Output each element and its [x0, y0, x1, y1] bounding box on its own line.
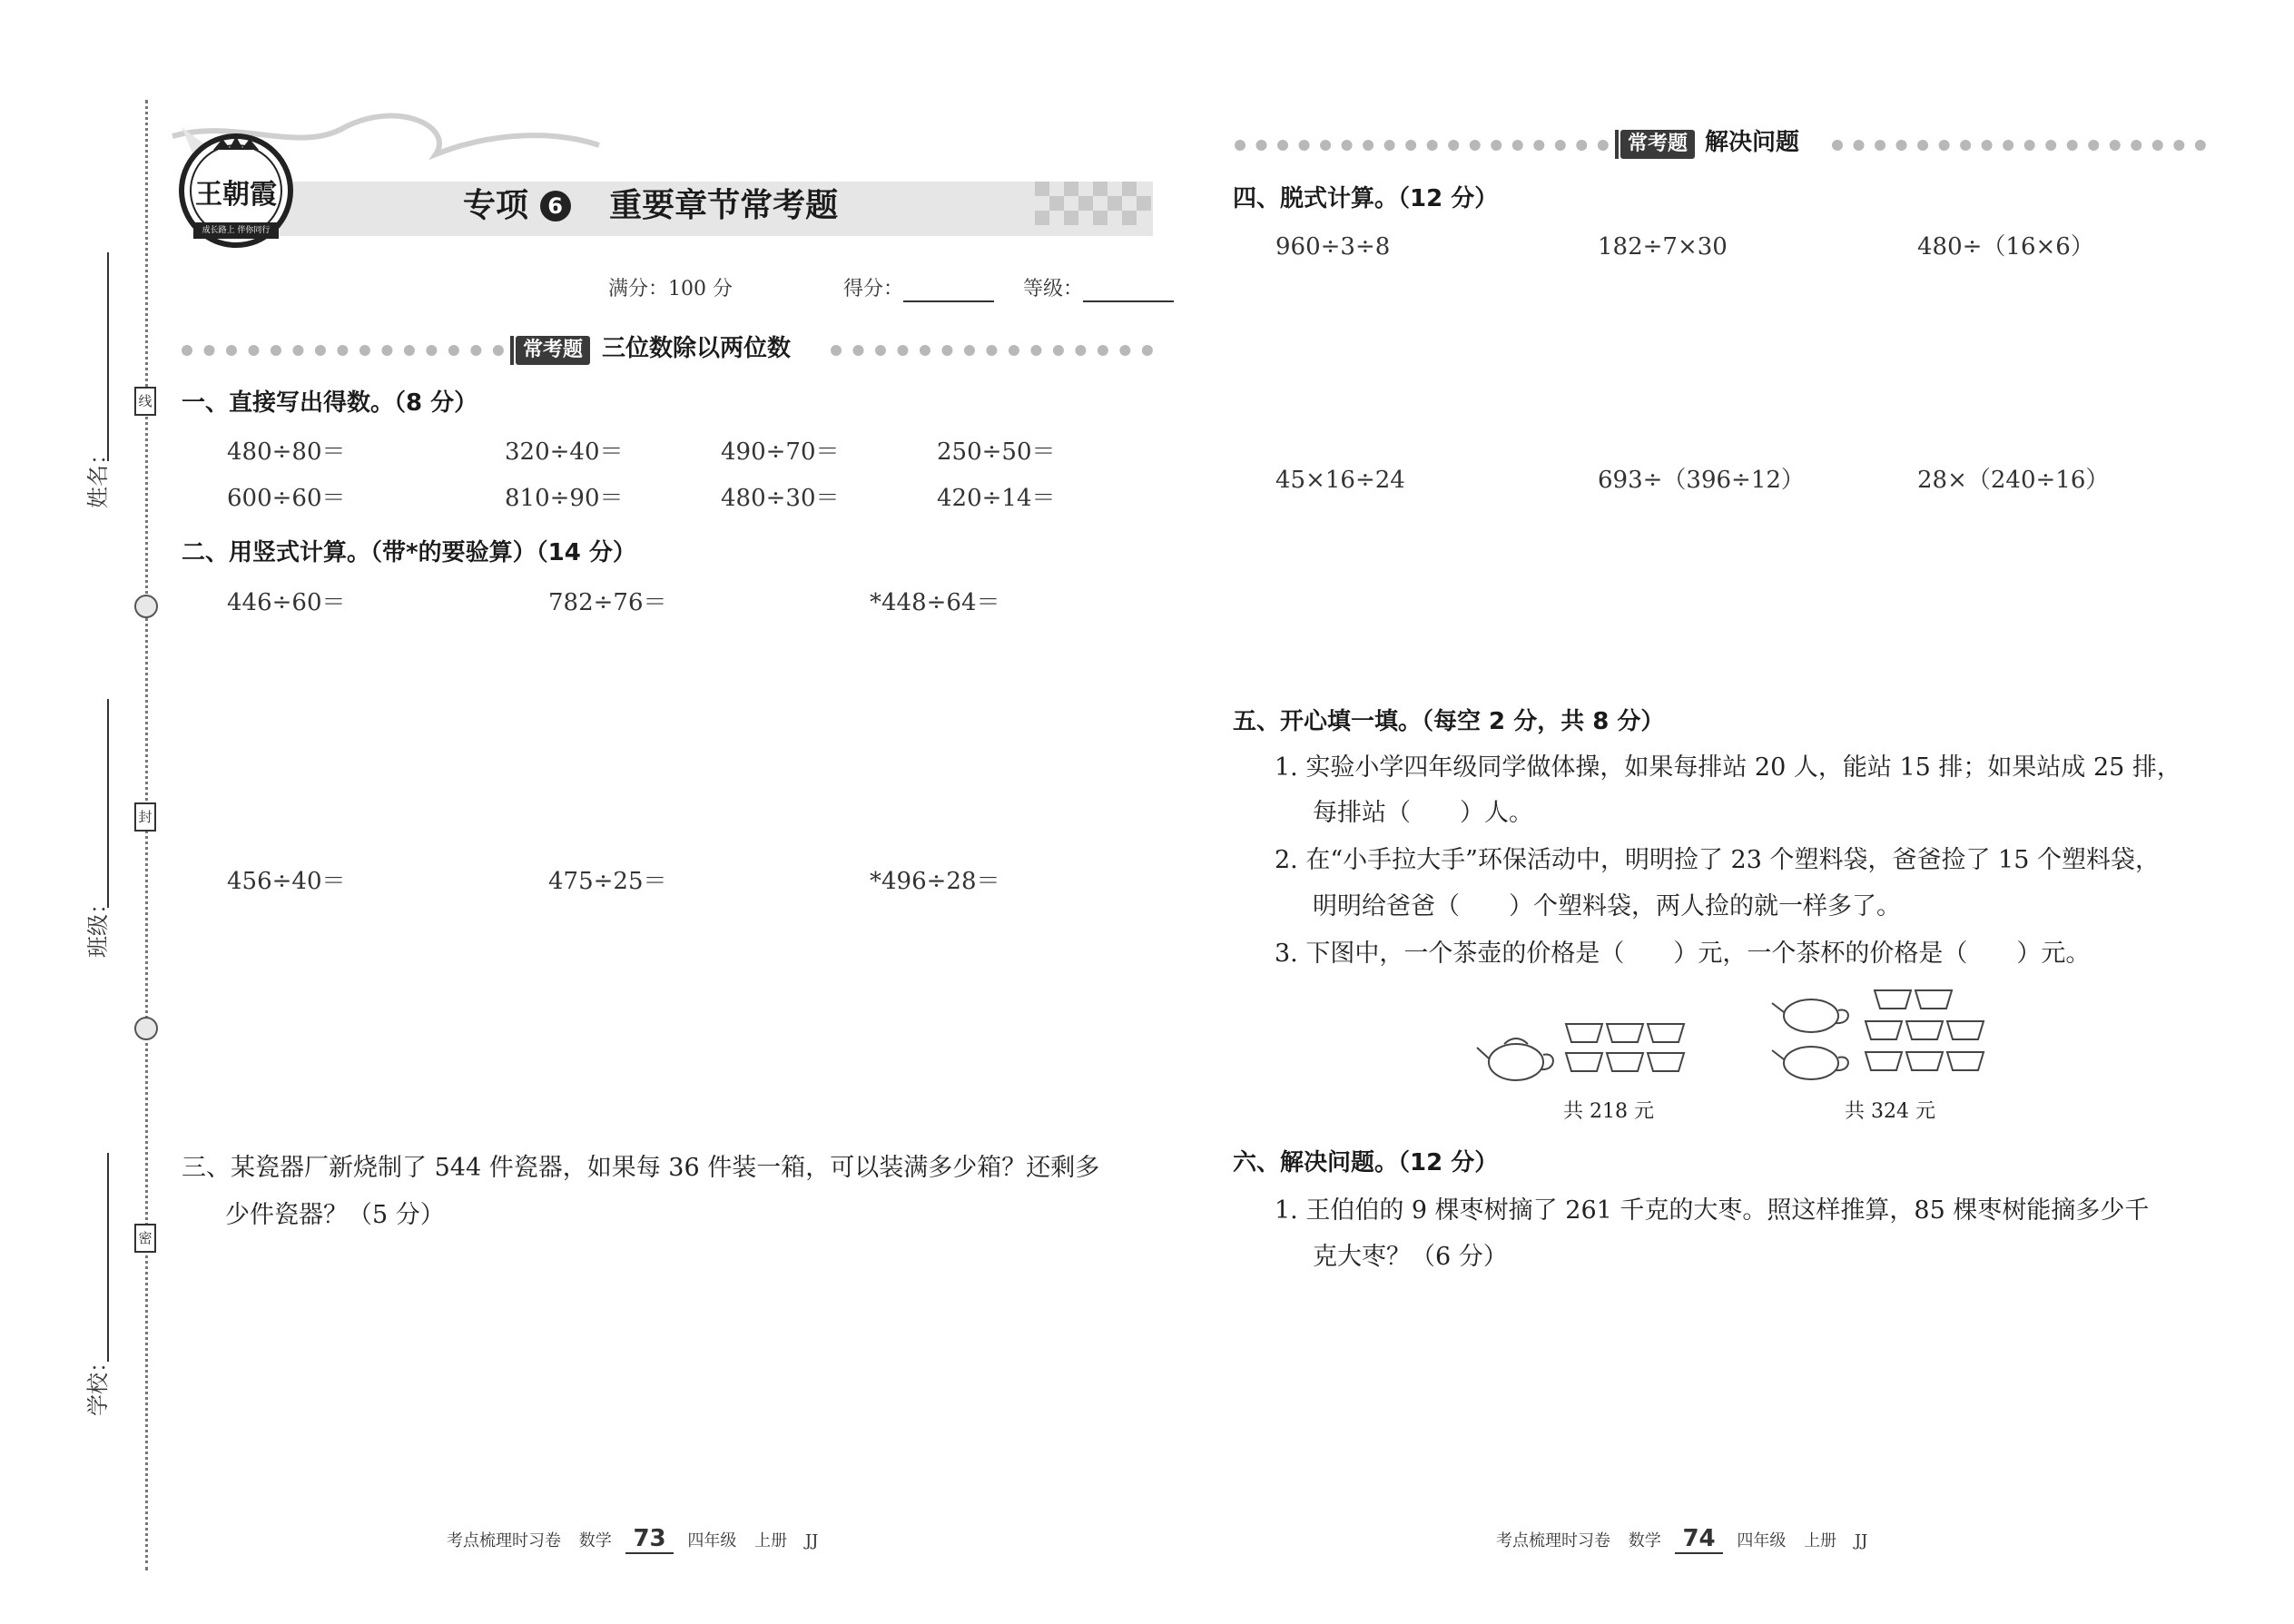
- teapot-cups-illustration-1: [1475, 1015, 1711, 1088]
- school-field[interactable]: [107, 1153, 109, 1362]
- class-field[interactable]: [107, 699, 109, 908]
- footer-volume: 上册: [754, 1531, 788, 1550]
- q4-title: 四、脱式计算。（12 分）: [1233, 185, 1499, 212]
- score-label: 得分：: [843, 278, 904, 300]
- score-bar: [608, 277, 1174, 302]
- q1-item: 480÷30＝: [721, 485, 840, 512]
- q4-item: 960÷3÷8: [1275, 233, 1391, 261]
- q1-item: 810÷90＝: [505, 485, 624, 512]
- q3-line-2: 少件瓷器？（5 分）: [225, 1201, 445, 1229]
- q4-item: 45×16÷24: [1275, 467, 1405, 494]
- section-divider-right-a: [1235, 140, 1609, 151]
- binding-ring-1: [134, 595, 158, 618]
- section-divider-right-b: [1832, 140, 2206, 151]
- footer-edition: JJ: [804, 1531, 819, 1550]
- section-divider-left-a: [182, 345, 504, 356]
- q3-line-1: 三、某瓷器厂新烧制了 544 件瓷器，如果每 36 件装一箱，可以装满多少箱？还剩多: [182, 1154, 1100, 1182]
- footer-subject: 数学: [1628, 1531, 1661, 1550]
- brand-tagline: 成长路上 伴你同行: [202, 226, 271, 235]
- q6-title: 六、解决问题。（12 分）: [1233, 1149, 1499, 1176]
- cut-line: [145, 100, 148, 1570]
- q5-p1-line-1: 1. 实验小学四年级同学做体操，如果每排站 20 人，能站 15 排；如果站成 25 排，: [1275, 753, 2181, 782]
- q5-p2-line-1: 2. 在“小手拉大手”环保活动中，明明捡了 23 个塑料袋，爸爸捡了 15 个塑料袋，: [1275, 846, 2160, 874]
- footer-edition: JJ: [1854, 1531, 1868, 1550]
- q1-item: 600÷60＝: [227, 485, 346, 512]
- score-field[interactable]: [903, 282, 994, 302]
- page-title: [463, 186, 838, 226]
- footer-page-number: 74: [1675, 1525, 1722, 1554]
- grade-label: 等级：: [1023, 278, 1084, 300]
- q2-item: *496÷28＝: [870, 868, 1000, 895]
- seal-char-seal: 封: [134, 802, 156, 832]
- q2-title: 二、用竖式计算。（带*的要验算）（14 分）: [182, 539, 636, 566]
- q1-item: 250÷50＝: [937, 438, 1056, 466]
- footer-book: 考点梳理时习卷: [1496, 1531, 1610, 1550]
- q1-title: 一、直接写出得数。（8 分）: [182, 389, 478, 417]
- section-tag: 常考题: [516, 336, 590, 365]
- q6-p1-line-2: 克大枣？（6 分）: [1313, 1243, 1508, 1271]
- section-divider-left-b: [831, 345, 1153, 356]
- q4-item: 693÷（396÷12）: [1598, 467, 1805, 494]
- teapot-cups-illustration-2: [1770, 985, 2006, 1089]
- footer-grade: 四年级: [1737, 1531, 1787, 1550]
- section-title: 三位数除以两位数: [602, 335, 792, 362]
- section-tag-right: 常考题: [1620, 130, 1695, 159]
- special-number-badge: 6: [540, 191, 571, 221]
- brand-name: 王朝霞: [195, 179, 277, 211]
- footer-book: 考点梳理时习卷: [447, 1531, 561, 1550]
- q1-item: 480÷80＝: [227, 438, 346, 466]
- q2-item: 446÷60＝: [227, 589, 346, 616]
- q4-item: 182÷7×30: [1598, 233, 1728, 261]
- seal-char-line: 线: [134, 387, 156, 416]
- title-text: 重要章节常考题: [609, 187, 839, 224]
- q4-item: 28×（240÷16）: [1917, 467, 2110, 494]
- footer-volume: 上册: [1804, 1531, 1837, 1550]
- q2-item: 475÷25＝: [548, 868, 667, 895]
- q1-item: 320÷40＝: [505, 438, 624, 466]
- section-title-right: 解决问题: [1705, 129, 1800, 156]
- footer-right: [1496, 1525, 1868, 1552]
- q2-item: *448÷64＝: [870, 589, 1000, 616]
- brand-logo: [177, 132, 295, 250]
- seal-char-secret: 密: [134, 1224, 156, 1253]
- illustration-caption-1: 共 218 元: [1563, 1100, 1654, 1123]
- name-field[interactable]: [107, 252, 109, 461]
- q1-item: 490÷70＝: [721, 438, 840, 466]
- q4-item: 480÷（16×6）: [1917, 233, 2094, 261]
- q2-item: 782÷76＝: [548, 589, 667, 616]
- full-score: 满分：100 分: [608, 278, 733, 300]
- q2-item: 456÷40＝: [227, 868, 346, 895]
- q5-p2-line-2: 明明给爸爸（ ）个塑料袋，两人捡的就一样多了。: [1313, 892, 1901, 920]
- special-label: 专项: [463, 187, 529, 224]
- footer-grade: 四年级: [687, 1531, 737, 1550]
- q1-item: 420÷14＝: [937, 485, 1056, 512]
- q5-title: 五、开心填一填。（每空 2 分，共 8 分）: [1233, 708, 1665, 735]
- grade-field[interactable]: [1083, 282, 1174, 302]
- footer-page-number: 73: [625, 1525, 673, 1554]
- illustration-caption-2: 共 324 元: [1845, 1100, 1935, 1123]
- footer-subject: 数学: [578, 1531, 612, 1550]
- name-label: 姓名：: [85, 443, 111, 508]
- class-label: 班级：: [85, 892, 111, 958]
- binding-ring-2: [134, 1017, 158, 1040]
- school-label: 学校：: [85, 1351, 111, 1416]
- q5-p3-line-1: 3. 下图中，一个茶壶的价格是（ ）元，一个茶杯的价格是（ ）元。: [1275, 940, 2091, 968]
- footer-left: [447, 1525, 819, 1552]
- q6-p1-line-1: 1. 王伯伯的 9 棵枣树摘了 261 千克的大枣。照这样推算，85 棵枣树能摘多少千: [1275, 1196, 2150, 1225]
- q5-p1-line-2: 每排站（ ）人。: [1313, 799, 1533, 827]
